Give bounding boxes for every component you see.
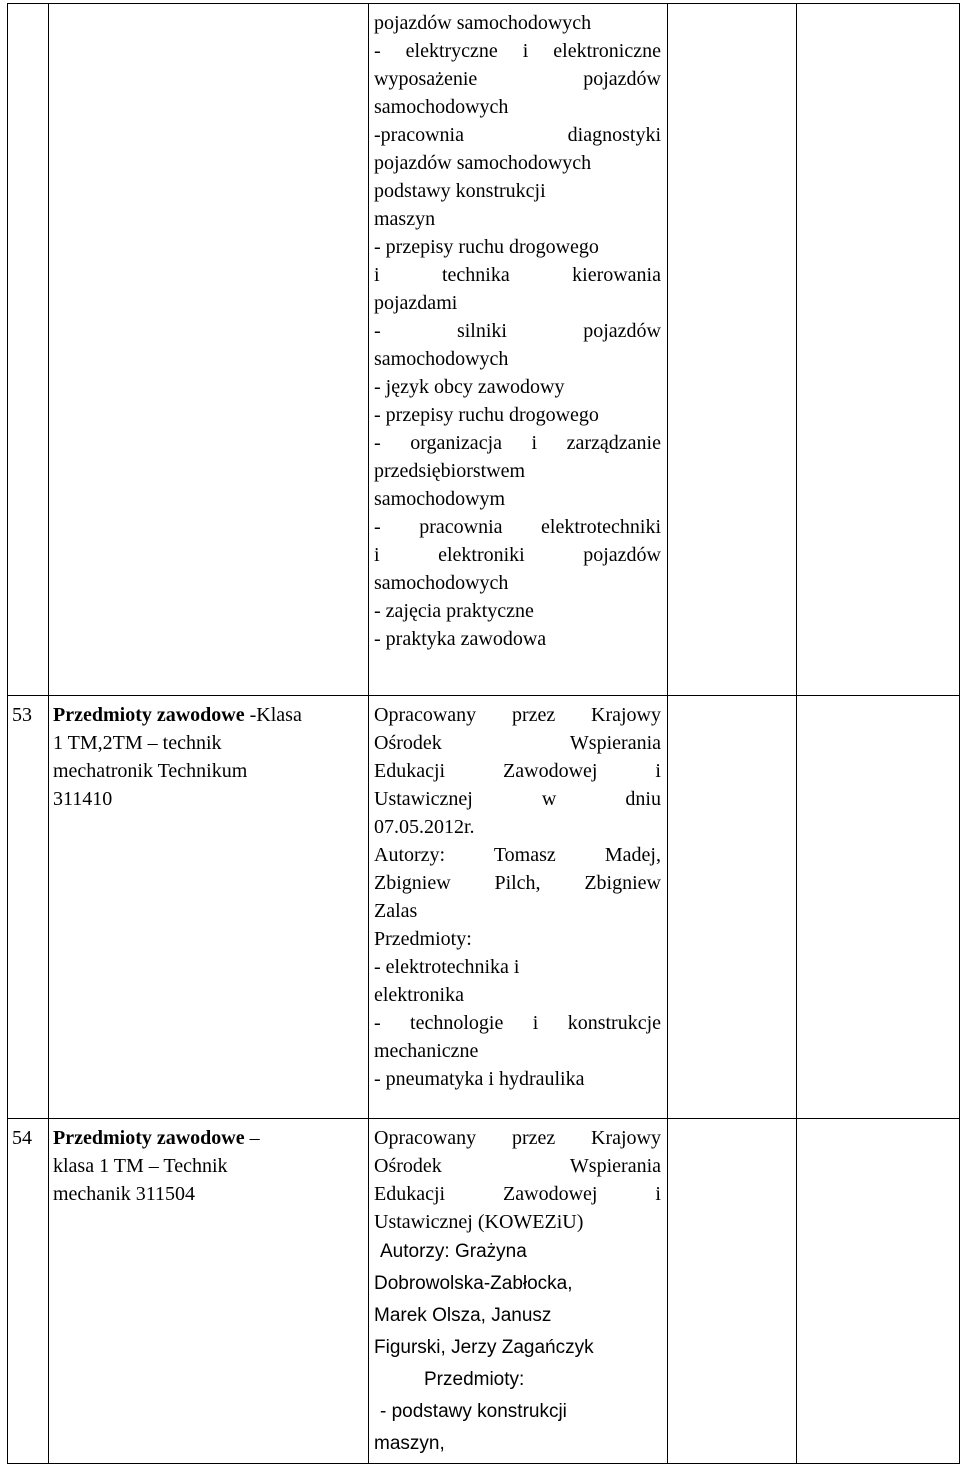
description-line: pojazdów samochodowych (374, 152, 592, 174)
description-line: - zajęcia praktyczne (374, 600, 534, 622)
description-line: Autorzy: Grażyna (380, 1241, 527, 1262)
cell-empty (797, 696, 960, 1119)
description-line: pojazdami (374, 292, 458, 314)
table-row (8, 696, 960, 1119)
table-row (8, 4, 960, 696)
cell-description (369, 696, 668, 1119)
subject-title-suffix: -Klasa (244, 704, 302, 726)
description-line: - przepisy ruchu drogowego (374, 404, 599, 426)
description-line: Ośrodek Wspierania (374, 1155, 661, 1177)
description-line: Opracowany przez Krajowy (374, 1127, 661, 1149)
description-line: Autorzy: Tomasz Madej, (374, 844, 661, 866)
cell-number: 53 (8, 696, 49, 1119)
description-line: Ośrodek Wspierania (374, 732, 661, 754)
description-line: Przedmioty: (424, 1369, 525, 1390)
description-line: wyposażenie pojazdów (374, 68, 661, 90)
description-line: - język obcy zawodowy (374, 376, 565, 398)
cell-empty (797, 4, 960, 696)
description-line: - technologie i konstrukcje (374, 1012, 661, 1034)
description-line: - pneumatyka i hydraulika (374, 1068, 585, 1090)
description-line: - praktyka zawodowa (374, 628, 547, 650)
description-line: mechaniczne (374, 1040, 479, 1062)
subject-title-suffix: – (244, 1127, 260, 1149)
description-line: Zalas (374, 900, 418, 922)
document-table (7, 3, 960, 1464)
subject-detail-line: mechanik 311504 (53, 1183, 196, 1205)
subject-title: Przedmioty zawodowe (53, 1127, 245, 1149)
description-line: Przedmioty: (374, 928, 472, 950)
cell-subject-name (49, 4, 369, 696)
description-line: - przepisy ruchu drogowego (374, 236, 599, 258)
subject-detail-line: 1 TM,2TM – technik (53, 732, 222, 754)
description-line: i elektroniki pojazdów (374, 544, 661, 566)
cell-empty (668, 4, 797, 696)
cell-empty (668, 1119, 797, 1464)
description-line: - elektryczne i elektroniczne (374, 40, 661, 62)
cell-empty (668, 696, 797, 1119)
description-line: samochodowych (374, 96, 509, 118)
description-line: Edukacji Zawodowej i (374, 760, 661, 782)
subject-title: Przedmioty zawodowe (53, 704, 245, 726)
cell-subject-name (49, 1119, 369, 1464)
description-line: samochodowych (374, 348, 509, 370)
description-line: pojazdów samochodowych (374, 12, 592, 34)
description-line: samochodowych (374, 572, 509, 594)
cell-number (8, 4, 49, 696)
cell-number: 54 (8, 1119, 49, 1464)
description-line: samochodowym (374, 488, 506, 510)
description-line: - pracownia elektrotechniki (374, 516, 661, 538)
description-line: maszyn, (374, 1433, 445, 1454)
cell-subject-name (49, 696, 369, 1119)
description-line: Ustawicznej (KOWEZiU) (374, 1211, 584, 1233)
description-line: przedsiębiorstwem (374, 460, 526, 482)
description-line: - podstawy konstrukcji (380, 1401, 567, 1422)
description-line: Ustawicznej w dniu (374, 788, 661, 810)
table-row (8, 1119, 960, 1464)
subject-detail-line: mechatronik Technikum (53, 760, 248, 782)
description-line: Zbigniew Pilch, Zbigniew (374, 872, 661, 894)
description-line: Dobrowolska-Zabłocka, (374, 1273, 573, 1294)
description-line: Figurski, Jerzy Zagańczyk (374, 1337, 594, 1358)
description-line: Marek Olsza, Janusz (374, 1305, 552, 1326)
subject-detail-line: 311410 (53, 788, 113, 810)
description-line: - elektrotechnika i (374, 956, 520, 978)
cell-description (369, 4, 668, 696)
cell-description (369, 1119, 668, 1464)
description-line: elektronika (374, 984, 464, 1006)
description-line: - silniki pojazdów (374, 320, 661, 342)
cell-empty (797, 1119, 960, 1464)
description-line: i technika kierowania (374, 264, 661, 286)
description-line: - organizacja i zarządzanie (374, 432, 661, 454)
description-line: Edukacji Zawodowej i (374, 1183, 661, 1205)
description-line: Opracowany przez Krajowy (374, 704, 661, 726)
description-line: -pracownia diagnostyki (374, 124, 661, 146)
description-line: maszyn (374, 208, 436, 230)
description-line: podstawy konstrukcji (374, 180, 546, 202)
description-line: 07.05.2012r. (374, 816, 475, 838)
subject-detail-line: klasa 1 TM – Technik (53, 1155, 228, 1177)
